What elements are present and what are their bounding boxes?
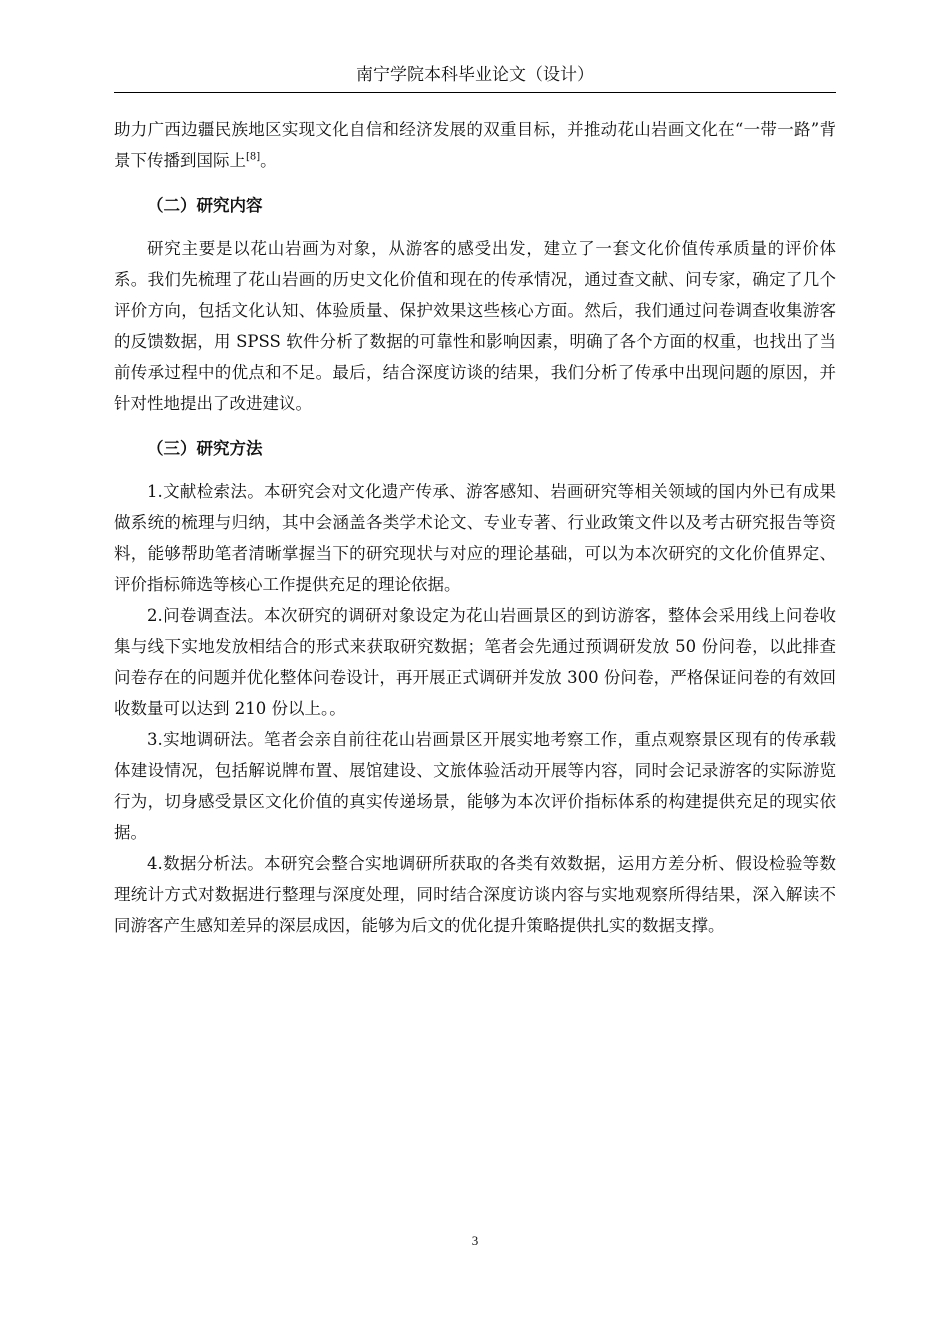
research-content-paragraph: 研究主要是以花山岩画为对象，从游客的感受出发，建立了一套文化价值传承质量的评价体系。我们先梳理了花山岩画的历史文化价值和现在的传承情况，通过查文献、问专家，确定了几个评价方向，包括文化认知、体验质量、保护效果这些核心方面。然后，我们通过问卷调查收集游客的反馈数据，用 SPSS 软件分析了数据的可靠性和影响因素，明确了各个方面的权重，也找出了当前传承过程中的优点和不足。最后，结合深度访谈的结果，我们分析了传承中出现问题的原因，并针对性地提出了改进建议。 bbox=[114, 239, 836, 413]
method-questionnaire-survey: 2.问卷调查法。本次研究的调研对象设定为花山岩画景区的到访游客，整体会采用线上问卷收集与线下实地发放相结合的形式来获取研究数据；笔者会先通过预调研发放 50 份问卷，以此排查问卷存在的问题并优化整体问卷设计，再开展正式调研并发放 300 份问卷，严格保证问卷的有效回收数量可以达到 210 份以上。。 bbox=[114, 606, 836, 718]
method-data-analysis: 4.数据分析法。本研究会整合实地调研所获取的各类有效数据，运用方差分析、假设检验等数理统计方式对数据进行整理与深度处理，同时结合深度访谈内容与实地观察所得结果，深入解读不同游客产生感知差异的深层成因，能够为后文的优化提升策略提供扎实的数据支撑。 bbox=[114, 854, 836, 935]
page-header-title: 南宁学院本科毕业论文（设计） bbox=[114, 62, 836, 93]
intro-end: 。 bbox=[260, 151, 277, 170]
intro-text: 助力广西边疆民族地区实现文化自信和经济发展的双重目标，并推动花山岩画文化在“一带一路”背景下传播到国际上 bbox=[114, 120, 836, 170]
page-number: 3 bbox=[471, 1233, 479, 1248]
section-heading-research-methods: （三）研究方法 bbox=[147, 439, 263, 458]
method-field-research: 3.实地调研法。笔者会亲自前往花山岩画景区开展实地考察工作，重点观察景区现有的传承载体建设情况，包括解说牌布置、展馆建设、文旅体验活动开展等内容，同时会记录游客的实际游览行为，切身感受景区文化价值的真实传递场景，能够为本次评价指标体系的构建提供充足的现实依据。 bbox=[114, 730, 836, 842]
section-heading-research-content: （二）研究内容 bbox=[147, 196, 263, 215]
method-literature-search: 1.文献检索法。本研究会对文化遗产传承、游客感知、岩画研究等相关领域的国内外已有成果做系统的梳理与归纳，其中会涵盖各类学术论文、专业专著、行业政策文件以及考古研究报告等资料，能够帮助笔者清晰掌握当下的研究现状与对应的理论基础，可以为本次研究的文化价值界定、评价指标筛选等核心工作提供充足的理论依据。 bbox=[114, 482, 836, 594]
document-body bbox=[114, 114, 836, 941]
citation-reference: [8] bbox=[246, 151, 261, 163]
intro-paragraph bbox=[114, 114, 836, 176]
